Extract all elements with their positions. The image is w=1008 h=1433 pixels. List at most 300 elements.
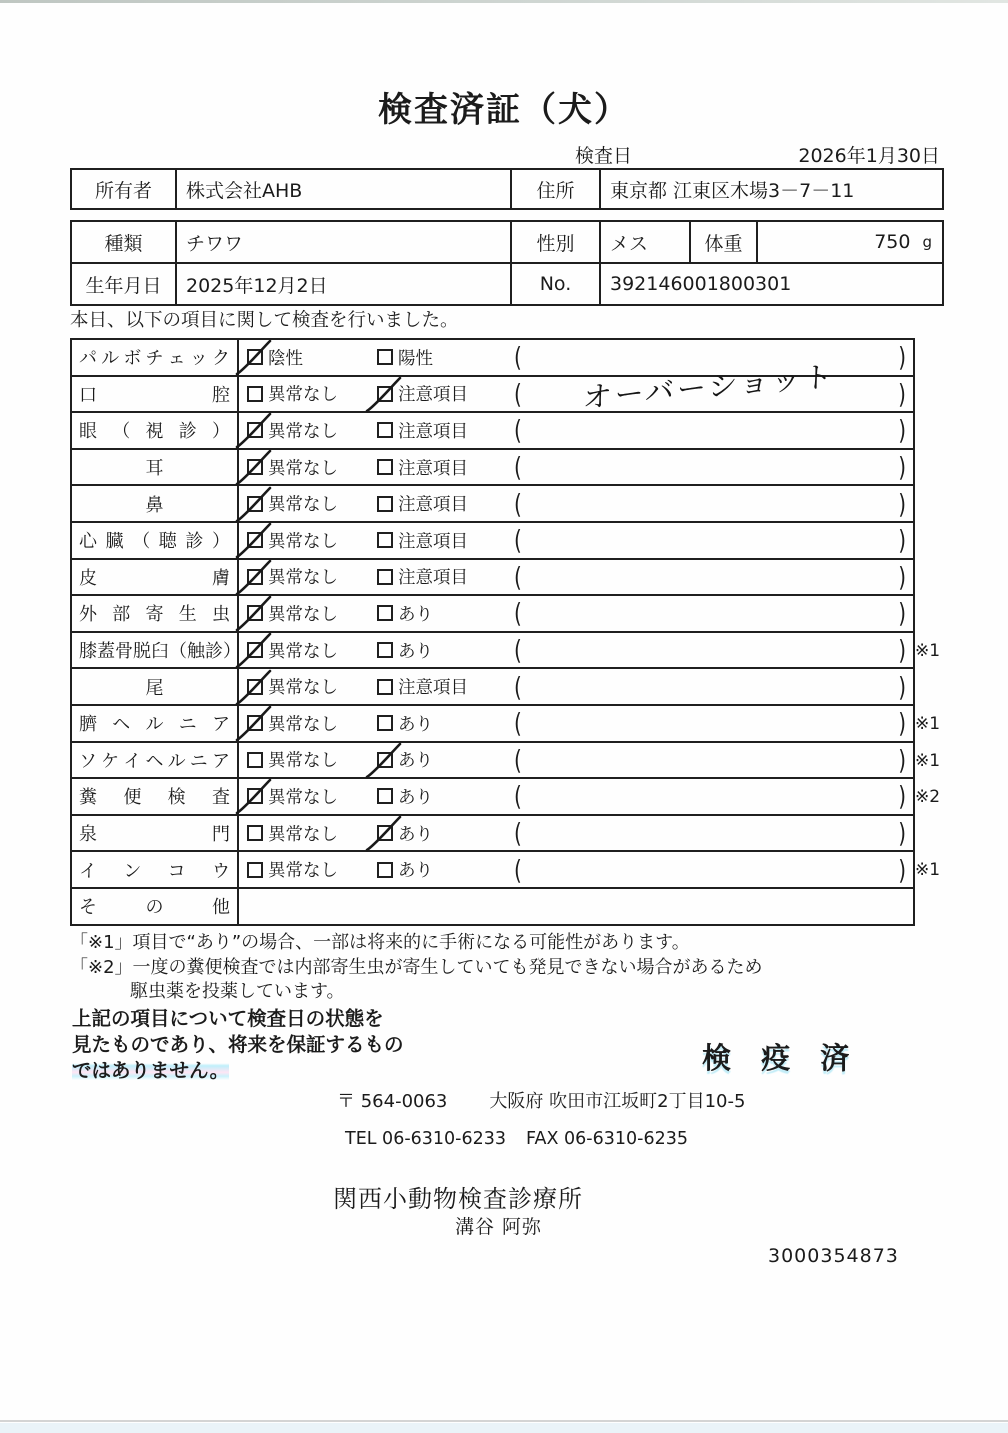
pet-row-2 [72,264,942,304]
option-1 [239,821,377,846]
handwritten-check-icon [235,414,272,449]
option-2 [377,747,507,772]
label-char: ウ [211,860,230,882]
open-paren-icon: ( [514,816,522,850]
option-label: 異常なし [268,714,338,735]
option-label: あり [398,824,433,845]
label-char: 門 [212,824,230,846]
weight-unit: g [922,233,932,251]
label-char: 臓 [105,531,124,553]
result-area [507,853,913,886]
checkbox [247,752,263,768]
disclaimer-text [72,1006,404,1084]
exam-options [239,450,913,485]
label-char: 口 [79,384,97,406]
option-label: 異常なし [268,678,338,699]
close-paren-icon: ) [898,633,906,667]
option-2 [377,345,507,370]
option-1 [239,418,377,443]
result-area [507,743,913,777]
clinic-address: 大阪府 吹田市江坂町2丁目10-5 [489,1091,746,1112]
open-paren-icon: ( [514,853,522,886]
breed-label: 種類 [104,232,143,255]
option-label: 陽性 [398,348,433,369]
examiner-name: 溝谷 阿弥 [455,1216,543,1238]
exam-options [239,413,913,448]
checkbox [247,386,263,402]
footnote-1: 「※1」項目で“あり”の場合、一部は将来的に手術になる可能性があります。 [70,932,690,953]
footnote-2-line1: 「※2」一度の糞便検査では内部寄生虫が寄生していても発見できない場合があるため [70,957,763,978]
label-char: 尾 [145,677,164,699]
option-1 [239,857,377,882]
checklist-row [70,889,915,926]
handwritten-check-icon [235,488,272,523]
clinic-tel: TEL 06-6310-6233 [345,1129,507,1149]
checklist-row [70,596,915,633]
label-char: そ [79,897,97,919]
exam-item-label [72,669,239,704]
label-char: ル [101,348,120,370]
exam-item-label [72,816,239,851]
close-paren-icon: ) [898,487,906,520]
option-label: あり [398,751,433,772]
label-char: 部 [112,604,131,626]
checklist-row [70,706,941,743]
checklist-row [70,450,915,487]
exam-options [239,852,913,887]
option-label: 注意項目 [398,421,468,442]
label-char: 膚 [212,567,230,589]
handwritten-check-icon [235,524,272,559]
checklist-row [70,523,915,560]
open-paren-icon: ( [514,670,522,703]
checklist-row [70,669,915,706]
owner-value: 株式会社AHB [175,170,510,208]
option-label: 異常なし [268,861,338,882]
disclaimer-line1: 上記の項目について検査日の状態を [72,1007,384,1030]
exam-options [239,633,913,668]
label-char: ボ [123,348,142,370]
label-char: 聴 [158,531,177,553]
disclaimer-line3: ではありません。 [72,1059,230,1082]
clinic-address-line [337,1087,745,1113]
clinic-contact-line [345,1129,688,1149]
exam-options [239,523,913,558]
checkbox [377,386,393,402]
exam-item-label [72,560,239,595]
checklist-row [70,486,915,523]
label-char: ニ [189,750,208,772]
exam-options [239,779,913,814]
label-char: 臍 [79,714,97,736]
label-char: 視 [145,421,164,443]
checkbox [377,496,393,512]
checkbox [377,862,393,878]
option-1 [239,601,377,626]
close-paren-icon: ) [898,780,906,813]
option-2 [377,784,507,809]
open-paren-icon: ( [514,524,522,557]
option-label: 異常なし [268,495,338,516]
label-char: ン [123,860,142,882]
exam-item-label [72,523,239,558]
checkbox [247,605,263,621]
result-area [507,707,913,740]
result-area [507,359,913,416]
serial-number: 3000354873 [768,1245,899,1267]
option-2 [377,821,507,846]
number-label: No. [510,264,599,304]
exam-options [239,560,913,595]
label-char: 皮 [79,567,97,589]
handwritten-check-icon [235,780,272,815]
intro-text: 本日、以下の項目に関して検査を行いました。 [70,310,459,331]
exam-options [239,596,913,631]
option-1 [239,381,377,406]
label-char: ル [145,714,164,736]
checkbox [377,752,393,768]
close-paren-icon: ) [898,524,906,557]
option-1 [239,564,377,589]
exam-item-label [72,889,239,924]
checkbox [247,569,263,585]
close-paren-icon: ) [898,743,906,777]
label-char: イ [123,750,142,772]
close-paren-icon: ) [898,816,906,850]
close-paren-icon: ) [898,560,906,594]
option-label: あり [398,861,433,882]
inspection-date-label: 検査日 [575,145,633,167]
result-area [507,414,913,447]
close-paren-icon: ) [898,341,906,374]
option-label: 異常なし [268,531,338,552]
option-1 [239,455,377,480]
label-char: 外 [79,604,97,626]
result-area [507,560,913,594]
option-label: 注意項目 [398,678,468,699]
option-label: 異常なし [268,568,338,589]
number-value: 392146001800301 [599,264,942,304]
checkbox [377,569,393,585]
exam-options [239,486,913,521]
handwritten-check-icon [235,634,272,669]
label-char: イ [79,860,97,882]
label-char: 臼 [151,641,169,663]
checkbox [247,459,263,475]
close-paren-icon: ) [898,450,906,484]
checklist-row [70,743,941,780]
option-1 [239,528,377,553]
open-paren-icon: ( [514,450,522,484]
exam-options [239,743,913,778]
result-area [507,780,913,813]
label-char: 生 [178,604,197,626]
checklist-row [70,633,941,670]
label-char: 虫 [212,604,230,626]
label-char: ル [167,750,186,772]
label-char: ケ [101,750,120,772]
option-label: あり [398,787,433,808]
label-char: 蓋 [97,641,115,663]
quarantine-stamp: 検 疫 済 [702,1041,860,1075]
option-2 [377,638,507,663]
open-paren-icon: ( [514,597,522,630]
checkbox [247,349,263,365]
open-paren-icon: ( [514,487,522,520]
checklist-row [70,852,941,889]
option-2 [377,381,507,406]
footnote-marker: ※2 [915,787,941,808]
exam-options [239,889,913,924]
exam-item-label [72,852,239,887]
label-char: 糞 [79,787,97,809]
option-label: 注意項目 [398,385,468,406]
label-char: ） [211,531,230,553]
option-label: 異常なし [268,641,338,662]
checkbox [247,642,263,658]
option-label: 注意項目 [398,568,468,589]
label-char: ヘ [145,750,164,772]
exam-item-label [72,706,239,741]
exam-item-label [72,779,239,814]
handwritten-check-icon [235,597,272,632]
breed-value: チワワ [175,222,510,262]
label-char: 診 [205,641,223,663]
disclaimer-line2: 見たものであり、将来を保証するもの [72,1033,404,1056]
label-char: 膝 [79,641,97,663]
clinic-name: 関西小動物検査診療所 [333,1185,583,1213]
option-2 [377,601,507,626]
checkbox [247,422,263,438]
weight-value: 750 [874,231,911,253]
result-area [507,450,913,484]
weight-cell [756,222,942,262]
label-char: （ [169,641,187,663]
exam-options [239,669,913,704]
option-label: あり [398,714,433,735]
birthdate-value: 2025年12月2日 [175,264,510,304]
option-2 [377,564,507,589]
label-char: ク [211,348,230,370]
exam-item-label [72,486,239,521]
checklist-row [70,816,915,853]
option-1 [239,674,377,699]
result-area [507,670,913,703]
checkbox [247,496,263,512]
option-1 [239,638,377,663]
open-paren-icon: ( [514,743,522,777]
sex-label: 性別 [510,222,599,262]
footnote-marker: ※1 [915,750,941,771]
checkbox [247,825,263,841]
scan-edge-tint [0,1423,1008,1433]
label-char: 診 [178,421,197,443]
pet-table [70,220,944,306]
footnote-2-line2: 駆虫薬を投薬しています。 [130,981,345,1002]
checklist-row [70,359,915,416]
option-2 [377,491,507,516]
checkbox [247,788,263,804]
option-label: 異常なし [268,824,338,845]
exam-item-label [72,340,239,375]
label-char: 便 [123,787,142,809]
open-paren-icon: ( [514,560,522,594]
address-label: 住所 [510,170,599,208]
label-char: 検 [167,787,186,809]
option-label: 異常なし [268,787,338,808]
checkbox [247,715,263,731]
handwritten-check-icon [235,451,272,486]
result-area [507,524,913,557]
footnote-marker: ※1 [915,860,941,881]
option-2 [377,418,507,443]
checkbox [247,862,263,878]
pet-row-1 [72,222,942,264]
birthdate-label: 生年月日 [85,274,162,297]
label-char: 耳 [145,458,164,480]
exam-options [239,359,913,416]
handwritten-check-icon [235,561,272,596]
label-char: 寄 [145,604,164,626]
close-paren-icon: ) [898,853,906,886]
label-char: パ [79,348,97,370]
handwritten-check-icon [235,671,272,706]
label-char: 眼 [79,421,97,443]
checkbox [377,679,393,695]
option-label: 異常なし [268,751,338,772]
checkbox [247,679,263,695]
open-paren-icon: ( [514,707,522,740]
scan-edge-top [0,0,1008,3]
exam-item-label [72,413,239,448]
close-paren-icon: ) [898,377,906,411]
option-label: 陰性 [268,348,303,369]
footnote-marker: ※1 [915,640,941,661]
label-char: の [145,897,164,919]
option-2 [377,674,507,699]
option-1 [239,711,377,736]
label-char: 脱 [133,641,151,663]
checklist-row [70,413,915,450]
result-area [507,816,913,850]
sex-value: メス [599,222,689,262]
checkbox [377,825,393,841]
close-paren-icon: ) [898,707,906,740]
document-title: 検査済証（犬） [378,90,630,130]
option-1 [239,784,377,809]
exam-options [239,816,913,851]
option-1 [239,747,377,772]
option-label: 異常なし [268,604,338,625]
option-2 [377,528,507,553]
open-paren-icon: ( [514,377,522,411]
exam-item-label [72,743,239,778]
label-char: ） [212,421,230,443]
label-char: 骨 [115,641,133,663]
label-char: （ [112,421,131,443]
checkbox [377,605,393,621]
label-char: 鼻 [145,494,164,516]
result-area [507,487,913,520]
close-paren-icon: ) [898,670,906,703]
close-paren-icon: ) [898,597,906,630]
scan-edge-bottom [0,1420,1008,1422]
label-char: 腔 [212,384,230,406]
option-label: 注意項目 [398,458,468,479]
result-area [507,597,913,630]
option-2 [377,711,507,736]
handwritten-check-icon [235,707,272,742]
inspection-date-value: 2026年1月30日 [798,145,940,167]
label-char: （ [132,531,151,553]
option-label: 異常なし [268,385,338,406]
label-char: ヘ [112,714,131,736]
checkbox [377,459,393,475]
checkbox [377,532,393,548]
open-paren-icon: ( [514,414,522,447]
address-value: 東京都 江東区木場3－7－11 [599,170,942,208]
label-char: ェ [167,348,186,370]
option-label: 注意項目 [398,531,468,552]
option-label: あり [398,604,433,625]
result-area [507,633,913,667]
option-2 [377,455,507,480]
label-char: ア [211,750,230,772]
checkbox [377,349,393,365]
label-char: 泉 [79,824,97,846]
option-1 [239,491,377,516]
label-char: ソ [79,750,97,772]
clinic-fax: FAX 06-6310-6235 [526,1129,688,1149]
owner-table [70,168,944,210]
checkbox [377,788,393,804]
checkbox [247,532,263,548]
label-char: ） [223,641,241,663]
exam-item-label [72,596,239,631]
checklist-row [70,779,941,816]
open-paren-icon: ( [514,633,522,667]
exam-item-label [72,377,239,412]
checklist-row [70,560,915,597]
label-char: チ [145,348,164,370]
close-paren-icon: ) [898,414,906,447]
label-char: 査 [211,787,230,809]
handwritten-check-icon [235,341,272,376]
exam-item-label [72,450,239,485]
owner-label: 所有者 [94,179,152,202]
option-label: 異常なし [268,421,338,442]
option-label: 注意項目 [398,495,468,516]
handwritten-result: オーバーショット [582,359,837,416]
open-paren-icon: ( [514,780,522,813]
label-char: 心 [79,531,97,553]
footnote-marker: ※1 [915,713,941,734]
label-char: 診 [185,531,204,553]
checkbox [377,715,393,731]
label-char: 他 [212,897,230,919]
label-char: ニ [178,714,197,736]
exam-checklist-table [70,338,941,926]
checkbox [377,422,393,438]
option-2 [377,857,507,882]
option-1 [239,345,377,370]
option-label: あり [398,641,433,662]
label-char: ア [212,714,230,736]
weight-label: 体重 [689,222,756,262]
label-char: 触 [187,641,205,663]
postal-code: 〒 564-0063 [337,1091,448,1112]
exam-options [239,706,913,741]
